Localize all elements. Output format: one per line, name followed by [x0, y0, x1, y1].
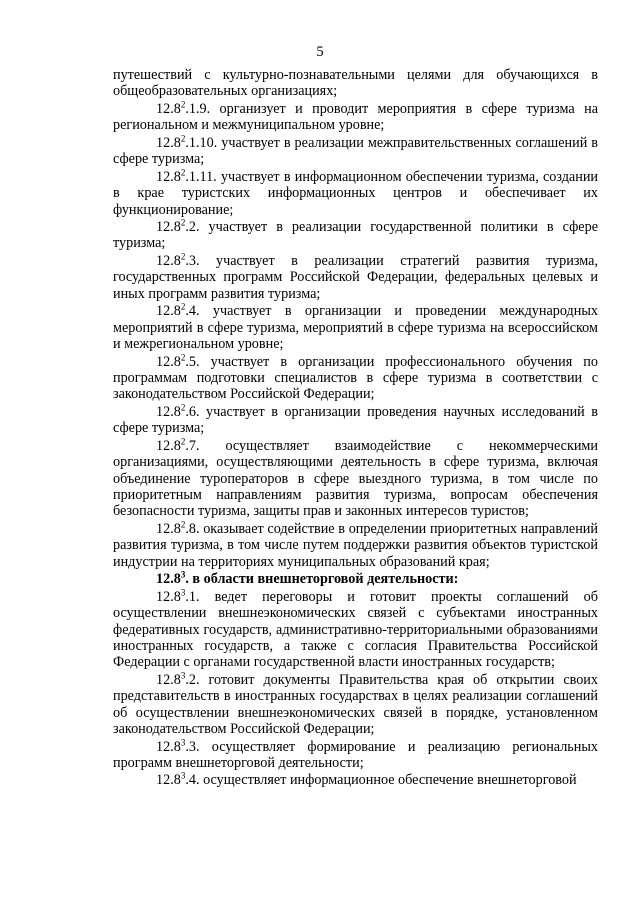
paragraph-pre: 12.8 [156, 738, 181, 755]
paragraph-pre: 12.8 [156, 252, 181, 269]
paragraph-pre: 12.8 [156, 134, 181, 151]
document-body [113, 67, 598, 790]
paragraph-sup: 2 [180, 301, 186, 312]
paragraph [113, 253, 598, 302]
paragraph-sup: 2 [180, 351, 186, 362]
paragraph-post: .4. [185, 303, 200, 320]
paragraph-sup: 3 [180, 770, 186, 781]
paragraph-text: участвует в организации и проведении международных мероприятий в сфере туризма, мероприятий в сфере туризма на всероссийском и межрегиональном уровне; [113, 303, 598, 353]
paragraph-post: .5. [185, 353, 200, 370]
paragraph [113, 67, 598, 100]
paragraph-post: .4. [185, 772, 200, 789]
paragraph-post: .2. [185, 219, 200, 236]
paragraph-text: участвует в реализации государственной политики в сфере туризма; [113, 219, 598, 252]
paragraph-text: ведет переговоры и готовит проекты соглашений об осуществлении внешнеэкономических связей с субъектами иностранных федеративных государств, административно-территориальными образованиями иностранных государств, а также с согласия Правительства Российской Федерации с органами государственной власти иностранных государств; [113, 588, 598, 671]
paragraph-text: участвует в реализации межправительственных соглашений в сфере туризма; [113, 134, 598, 168]
paragraph-sup: 3 [180, 670, 186, 681]
paragraph-sup: 2 [180, 519, 186, 530]
paragraph-text: осуществляет взаимодействие с некоммерческими организациями, осуществляющими деятельность в сфере туризма, включая объединение туроператоров в сфере выездного туризма, в том числе по приоритетным направлениям развития туризма, вопросам обеспечения безопасности туризма, защиты прав и законных интересов туристов; [113, 437, 598, 520]
paragraph [113, 672, 598, 738]
paragraph [113, 351, 598, 403]
paragraph-pre: 12.8 [156, 168, 181, 185]
paragraph-sup: 3 [180, 586, 186, 597]
paragraph [113, 586, 598, 671]
paragraph-pre: 12.8 [156, 219, 181, 236]
paragraph [113, 736, 598, 772]
paragraph-pre: 12.8 [156, 772, 181, 789]
paragraph-sup: 2 [180, 402, 186, 413]
paragraph-post: .1.10. [185, 134, 218, 151]
paragraph-post: .3. [185, 252, 200, 269]
paragraph [113, 404, 598, 437]
paragraph-pre: 12.8 [156, 520, 181, 537]
section-heading [113, 571, 598, 587]
paragraph-pre: 12.8 [156, 403, 181, 420]
paragraph-pre: 12.8 [156, 100, 181, 117]
paragraph-sup: 3 [180, 736, 186, 747]
paragraph-pre: 12.8 [156, 353, 181, 370]
paragraph-post: . [185, 571, 189, 588]
paragraph-sup: 2 [180, 99, 186, 110]
paragraph-sup: 2 [180, 217, 186, 228]
paragraph-text: участвует в организации профессионального обучения по программам подготовки специалистов в сфере туризма в соответствии с законодательством Российской Федерации; [113, 353, 598, 403]
paragraph-text: осуществляет информационное обеспечение внешнеторговой [199, 772, 577, 789]
paragraph-pre: 12.8 [156, 588, 181, 605]
paragraph-text: путешествий с культурно-познавательными целями для обучающихся в общеобразовательных организациях; [113, 67, 598, 100]
paragraph-post: .1.11. [185, 168, 217, 185]
paragraph [113, 521, 598, 570]
paragraph [113, 303, 598, 352]
paragraph-post: .1.9. [185, 100, 211, 117]
paragraph-text: участвует в реализации стратегий развития туризма, государственных программ Российской Федерации, федеральных целевых и иных программ развития туризма; [113, 252, 598, 302]
paragraph-sup: 2 [180, 166, 186, 177]
paragraph-text: участвует в информационном обеспечении туризма, создании в крае туристских информационных центров и обеспечивает их функционирование; [113, 168, 598, 218]
paragraph-text: в области внешнеторговой деятельности: [188, 571, 459, 588]
paragraph-sup: 2 [180, 436, 186, 447]
paragraph-sup: 2 [180, 133, 186, 144]
paragraph-post: .7. [185, 437, 200, 454]
paragraph-text: организует и проводит мероприятия в сфере туризма на региональном и межмуниципальном уровне; [113, 100, 598, 134]
paragraph-post: .1. [185, 588, 200, 605]
paragraph-text: оказывает содействие в определении приоритетных направлений развития туризма, в том числе путем поддержки развития объектов туристской индустрии на территориях муниципальных образований края; [113, 520, 598, 570]
paragraph [113, 101, 598, 134]
paragraph-pre: 12.8 [156, 303, 181, 320]
paragraph-text: участвует в организации проведения научных исследований в сфере туризма; [113, 403, 598, 437]
paragraph-pre: 12.8 [156, 437, 181, 454]
paragraph-sup: 2 [180, 251, 186, 262]
paragraph [113, 772, 598, 788]
paragraph [113, 166, 598, 218]
paragraph-text: готовит документы Правительства края об открытии своих представительств в иностранных государствах в целях реализации соглашений об осуществлении внешнеэкономических связей в порядке, установленном законодательством Российской Федерации; [113, 671, 598, 738]
paragraph [113, 438, 598, 520]
paragraph-pre: 12.8 [156, 571, 181, 588]
paragraph-post: .3. [185, 738, 200, 755]
paragraph-post: .6. [185, 403, 200, 420]
paragraph [113, 219, 598, 252]
paragraph-post: .2. [185, 671, 200, 688]
page-number: 5 [316, 44, 324, 60]
paragraph [113, 135, 598, 168]
paragraph-text: осуществляет формирование и реализацию региональных программ внешнеторговой деятельности; [113, 738, 598, 771]
paragraph-sup: 3 [180, 569, 186, 580]
paragraph-pre: 12.8 [156, 671, 181, 688]
paragraph-post: .8. [185, 520, 200, 537]
